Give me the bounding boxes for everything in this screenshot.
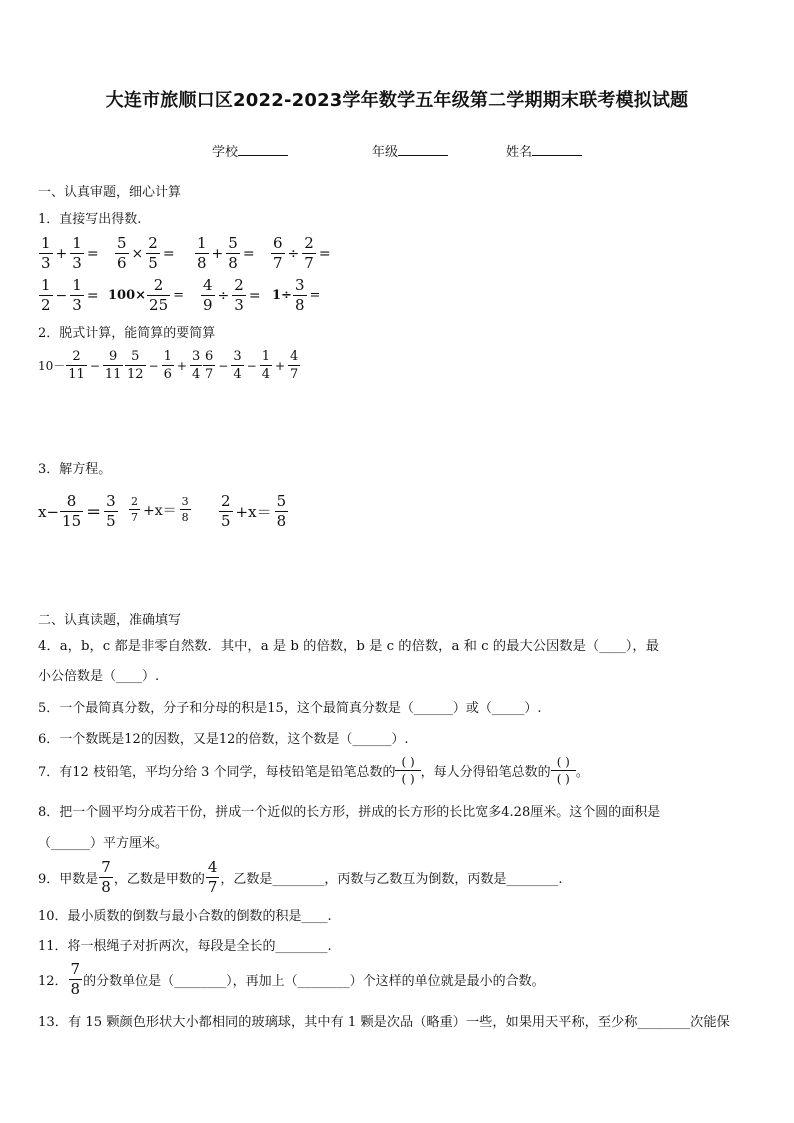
grade-blank[interactable] [398, 143, 448, 156]
question-8-line-2: （______）平方厘米。 [38, 836, 169, 851]
grade-field[interactable] [372, 141, 448, 160]
fraction: $\frac{3}{4}$ [191, 349, 201, 382]
fraction: $\frac{8}{15}$ [62, 492, 82, 530]
fraction: $\frac{4}{7}$ [207, 858, 218, 896]
question-4-line-1: 4．a，b，c 都是非零自然数．其中，a 是 b 的倍数，b 是 c 的倍数，a 和 c 的最大公因数是（____），最 [38, 639, 660, 654]
answer-fraction-blank[interactable]: $\frac{( )}{( )}$ [551, 756, 576, 785]
question-12: 12． $\frac{7}{8}$ 的分数单位是（________），再加上（________）个这样的单位就是最小的合数。 [38, 960, 545, 998]
fraction: $\frac{1}{2}$ [41, 276, 51, 314]
q3-equation-2: $\frac{2}{7}$ +x＝ $\frac{3}{8}$ [131, 495, 189, 524]
fraction: $\frac{2}{5}$ [148, 234, 158, 272]
fraction: $\frac{6}{7}$ [273, 234, 283, 272]
q1-expr-6: 100× $\frac{2}{25}$ = [108, 276, 185, 314]
fraction: $\frac{2}{25}$ [149, 276, 169, 314]
fraction: $\frac{1}{4}$ [261, 349, 270, 382]
section-heading-2: 二、认真读题，准确填写 [38, 613, 182, 628]
answer-fraction-blank[interactable]: $\frac{( )}{( )}$ [395, 756, 420, 785]
fraction: $\frac{3}{4}$ [233, 349, 242, 382]
q1-expr-2: $\frac{5}{6}$ × $\frac{2}{5}$ = [117, 234, 175, 272]
fraction: $\frac{9}{11}$ [104, 349, 122, 382]
school-label: 学校 [212, 145, 239, 160]
question-8-line-1: 8．把一个圆平均分成若干份，拼成一个近似的长方形，拼成的长方形的长比宽多4.28厘米。这个圆的面积是 [38, 805, 661, 820]
student-info-row [0, 141, 794, 161]
fraction: $\frac{2}{11}$ [68, 349, 85, 382]
question-6: 6．一个数既是12的因数，又是12的倍数，这个数是（______）. [38, 732, 409, 747]
fraction: $\frac{1}{3}$ [72, 234, 82, 272]
fraction: $\frac{5}{12}$ [127, 349, 144, 382]
fraction: $\frac{3}{8}$ [294, 276, 305, 314]
fraction: $\frac{4}{7}$ [290, 349, 299, 382]
question-1-label: 1．直接写出得数. [38, 212, 142, 227]
q1-expr-1: $\frac{1}{3}$ + $\frac{1}{3}$ = [41, 234, 99, 272]
q2-expr-1: 10－ $\frac{2}{11}$ − $\frac{9}{11}$ [38, 349, 122, 382]
school-blank[interactable] [238, 143, 288, 156]
question-5: 5．一个最简真分数，分子和分母的积是15，这个最简真分数是（______）或（_____）. [38, 701, 542, 716]
fraction: $\frac{1}{6}$ [163, 349, 172, 382]
fraction: $\frac{2}{5}$ [221, 492, 231, 530]
fraction: $\frac{3}{5}$ [106, 492, 116, 530]
fraction: $\frac{5}{8}$ [276, 492, 287, 530]
fraction: $\frac{6}{7}$ [205, 349, 214, 382]
fraction: $\frac{1}{8}$ [197, 234, 207, 272]
question-13: 13．有 15 颗颜色形状大小都相同的玻璃球，其中有 1 颗是次品（略重）一些，如果用天平称，至少称________次能保 [38, 1015, 730, 1030]
fraction: $\frac{1}{3}$ [72, 276, 82, 314]
q3-equation-3: $\frac{2}{5}$ +x＝ $\frac{5}{8}$ [221, 492, 287, 530]
question-11: 11．将一根绳子对折两次，每段是全长的________. [38, 939, 332, 954]
name-label: 姓名 [506, 145, 533, 160]
fraction: $\frac{5}{6}$ [117, 234, 127, 272]
q1-expr-5: $\frac{1}{2}$ − $\frac{1}{3}$ = [41, 276, 99, 314]
fraction: $\frac{2}{3}$ [234, 276, 244, 314]
school-field[interactable] [212, 141, 288, 160]
name-blank[interactable] [532, 143, 582, 156]
q2-expr-3: $\frac{6}{7}$ − $\frac{3}{4}$ − $\frac{1}{4}$ + $\frac{4}{7}$ [205, 349, 299, 382]
fraction: $\frac{7}{8}$ [70, 960, 81, 998]
fraction: $\frac{2}{7}$ [304, 234, 314, 272]
q2-expr-2: $\frac{5}{12}$ − $\frac{1}{6}$ + $\frac{3}{4}$ [127, 349, 201, 382]
q1-expr-4: $\frac{6}{7}$ ÷ $\frac{2}{7}$ = [273, 234, 331, 272]
q1-expr-7: $\frac{4}{9}$ ÷ $\frac{2}{3}$ = [203, 276, 261, 314]
question-3-label: 3．解方程。 [38, 462, 112, 477]
grade-label: 年级 [372, 145, 399, 160]
name-field[interactable] [506, 141, 582, 160]
fraction: $\frac{2}{7}$ [131, 495, 138, 524]
question-4-line-2: 小公倍数是（____）. [38, 669, 160, 684]
page-title: 大连市旅顺口区2022-2023学年数学五年级第二学期期末联考模拟试题 [105, 90, 689, 111]
section-heading-1: 一、认真审题，细心计算 [38, 185, 182, 200]
q3-equation-1: x− $\frac{8}{15}$ ＝ $\frac{3}{5}$ [38, 492, 116, 530]
fraction: $\frac{1}{3}$ [41, 234, 51, 272]
q1-expr-3: $\frac{1}{8}$ + $\frac{5}{8}$ = [197, 234, 255, 272]
fraction: $\frac{3}{8}$ [181, 495, 189, 524]
question-7: 7．有12 枝铅笔，平均分给 3 个同学，每枝铅笔是铅笔总数的 $\frac{( )}{( )}$ ，每人分得铅笔总数的 $\frac{( )}{( )}$ 。 [38, 755, 589, 786]
fraction: $\frac{5}{8}$ [228, 234, 238, 272]
question-2-label: 2．脱式计算，能简算的要简算 [38, 326, 216, 341]
fraction: $\frac{7}{8}$ [101, 858, 111, 896]
question-10: 10．最小质数的倒数与最小合数的倒数的积是____. [38, 909, 332, 924]
question-9: 9．甲数是 $\frac{7}{8}$ ，乙数是甲数的 $\frac{4}{7}$ ，乙数是________，丙数与乙数互为倒数，丙数是________. [38, 858, 563, 896]
fraction: $\frac{4}{9}$ [203, 276, 213, 314]
q1-expr-8: 1÷ $\frac{3}{8}$ = [272, 276, 321, 314]
